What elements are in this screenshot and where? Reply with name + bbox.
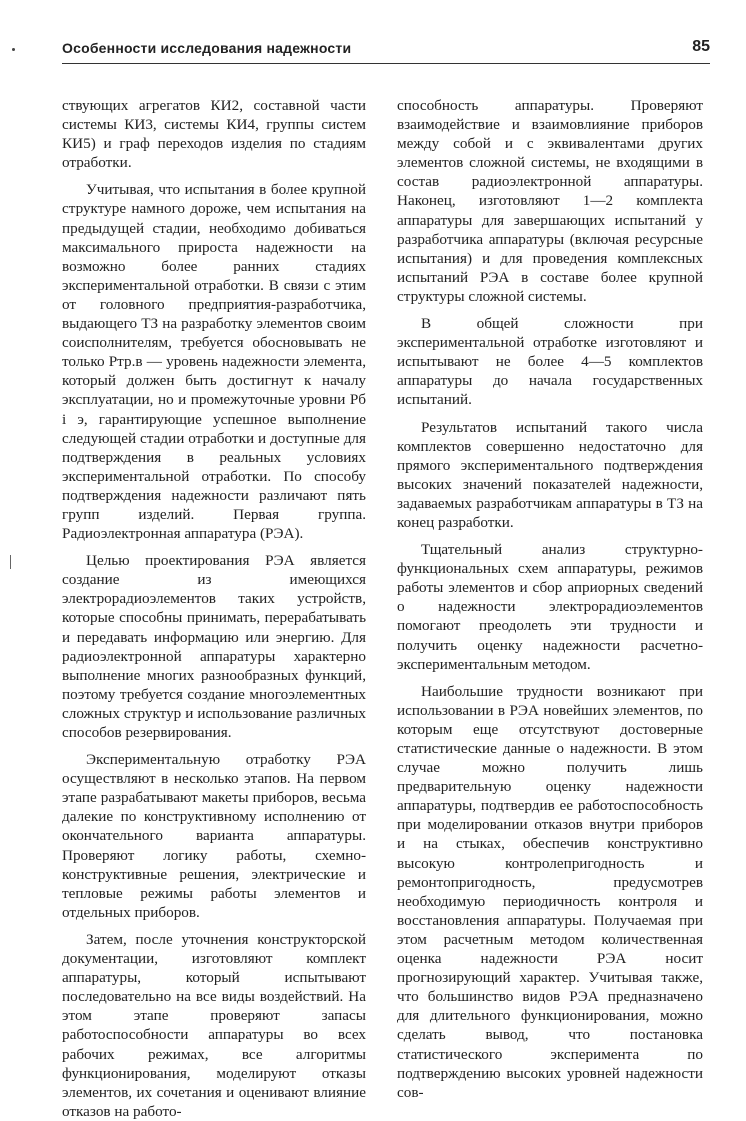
page-number: 85 — [692, 38, 710, 55]
paragraph: В общей сложности при экспериментальной отработке изготовляют и испытывают не более 4—5 комплектов аппаратуры до начала государственных испытаний. — [397, 315, 703, 409]
scan-mark — [10, 555, 11, 569]
header-rule — [62, 63, 710, 64]
running-header — [62, 36, 710, 62]
paragraph: способность аппаратуры. Проверяют взаимодействие и взаимовлияние приборов между собой и с эквивалентами других элементов сложной системы, не входящими в состав радиоэлектронной аппаратуры. Наконец, изготовляют 1—2 комплекта аппаратуры для завершающих испытаний у разработчика аппаратуры (включая ресурсные испытания) и для проведения комплексных испытаний РЭА в составе более крупной структуры сложной системы. — [397, 97, 703, 305]
paragraph: Затем, после уточнения конструкторской документации, изготовляют комплект аппаратуры, который испытывают последовательно на все виды воздействий. На этом этапе проверяют запасы работоспособности аппаратуры во всех рабочих режимах, все алгоритмы функционирования, моделируют отказы элементов, их сочетания и оценивают влияние отказов на работо- — [62, 930, 366, 1120]
right-column — [397, 96, 703, 1102]
paragraph: Учитывая, что испытания в более крупной структуре намного дороже, чем испытания на предыдущей стадии, необходимо добиваться максимального прироста надежности на возможно более ранних стадиях экспериментальной отработки. В связи с этим от головного предприятия-разработчика, выдающего ТЗ на разработку элементов своим соисполнителям, требуется обосновывать не только Pтр.в — уровень надежности элемента, который должен быть достигнут к началу эксплуатации, но и промежуточные уровни Pб i э, гарантирующие успешное выполнение следующей стадии отработки и доступные для подтверждения в реальных условиях экспериментальной отработки. По способу подтверждения надежности различают пять групп изделий. Первая группа. Радиоэлектронная аппаратура (РЭА). — [62, 181, 366, 543]
paragraph: Результатов испытаний такого числа комплектов совершенно недостаточно для прямого экспериментального подтверждения высоких значений показателей надежности, задаваемых разработчикам аппаратуры в ТЗ на конец разработки. — [397, 418, 703, 531]
paragraph: Экспериментальную отработку РЭА осуществляют в несколько этапов. На первом этапе разрабатывают макеты приборов, весьма далекие по конструктивному исполнению от окончательного варианта аппаратуры. Проверяют логику работы, схемно-конструктивные решения, электрические и тепловые режимы работы элементов и отдельных приборов. — [62, 751, 366, 921]
paragraph: Наибольшие трудности возникают при использовании в РЭА новейших элементов, по которым еще отсутствуют достоверные статистические данные о надежности. В этом случае можно получить лишь предварительную оценку надежности аппаратуры, подтвердив ее работоспособность при моделировании отказов внутри приборов и на стыках, обеспечив конструктивно высокую контролепригодность и ремонтопригодность, предусмотрев необходимую периодичность контроля и восстановления аппаратуры. Получаемая при этом расчетным методом количественная оценка надежности РЭА носит прогнозирующий характер. Учитывая также, что большинство видов РЭА предназначено для длительного функционирования, можно сделать вывод, что постановка статистического эксперимента по подтверждению высоких уровней надежности сов- — [397, 682, 703, 1101]
scan-speck — [12, 48, 15, 51]
paragraph: Целью проектирования РЭА является создание из имеющихся электрорадиоэлементов таких устройств, которые способны принимать, перерабатывать и передавать информацию или энергию. Для радиоэлектронной аппаратуры характерно выполнение многих разнообразных функций, поэтому требуется создание многоэлементных сложных структур и использование различных способов резервирования. — [62, 552, 366, 741]
running-header-title: Особенности исследования надежности — [62, 40, 352, 56]
paragraph: Тщательный анализ структурно-функциональных схем аппаратуры, режимов работы элементов и сбор априорных сведений о надежности электрорадиоэлементов помогают преодолеть эти трудности и получить оценку надежности расчетно-экспериментальным методом. — [397, 541, 703, 673]
left-column — [62, 96, 366, 1121]
paragraph: ствующих агрегатов КИ2, составной части системы КИ3, системы КИ4, группы систем КИ5) и граф переходов изделия по стадиям отработки. — [62, 97, 366, 172]
